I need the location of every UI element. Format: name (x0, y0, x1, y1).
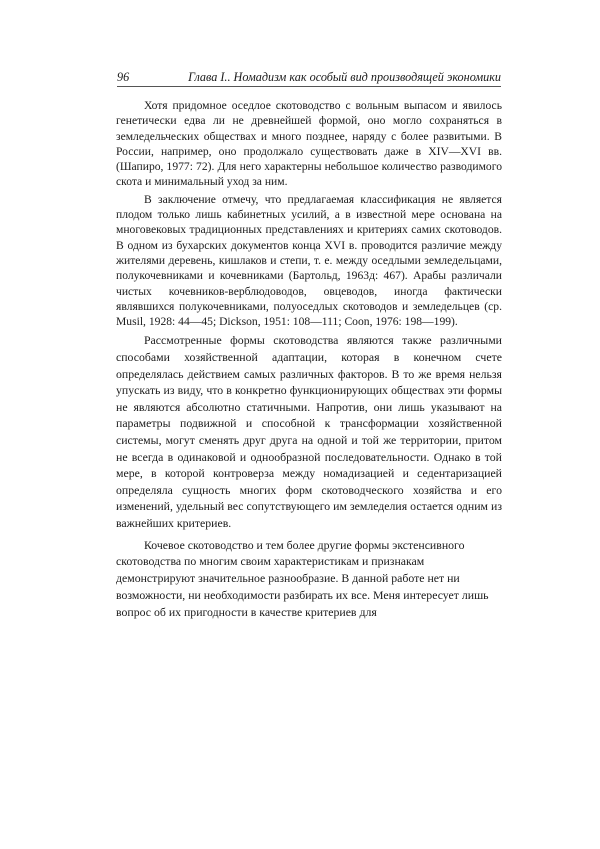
header-rule (117, 86, 501, 87)
paragraph-1: Хотя придомное оседлое скотоводство с вольным выпасом и явилось генетически едва ли не древнейшей формой, оно могло сохраняться в земледельческих обществах и много позднее, наряду с более развитыми. В России, например, оно продолжало существовать даже в XIV—XVI вв. (Шапиро, 1977: 72). Для него характерны небольшое количество разводимого скота и минимальный уход за ним. (116, 99, 502, 189)
page-body (116, 98, 502, 621)
page-number: 96 (117, 70, 130, 84)
paragraph-2: В заключение отмечу, что предлагаемая классификация не является плодом только лишь кабинетных усилий, а в известной мере основана на многовековых традиционных представлениях и критериях самих скотоводов. В одном из бухарских документов конца XVI в. проводится различие между жителями деревень, кишлаков и степи, т. е. между оседлыми земледельцами, полукочевниками и кочевниками (Бартольд, 1963д: 467). Арабы различали чистых кочевников-верблюдоводов, овцеводов, иногда фактически являвшихся полукочевниками, полуоседлых скотоводов и земледельцев (ср. Musil, 1928: 44—45; Dickson, 1951: 108—111; Coon, 1976: 198—199). (116, 192, 502, 329)
running-title: Глава I.. Номадизм как особый вид производящей экономики (188, 70, 501, 84)
paragraph-3: Рассмотренные формы скотоводства являются также различными способами хозяйственной адаптации, которая в конечном счете определялась действием самых различных факторов. В то же время нельзя упускать из виду, что в конкретно функционирующих обществах эти формы не являются абсолютно статичными. Напротив, они лишь указывают на параметры подвижной и способной к трансформации хозяйственной системы, могут сменять друг друга на одной и той же территории, притом не всегда в одинаковой и однообразной последовательности. Однако в той мере, в которой контроверза между номадизацией и седентаризацией определяла сущность многих форм скотоводческого хозяйства и его изменений, удельный вес сопутствующего им земледелия остается одним из важнейших критериев. (116, 333, 502, 530)
page-header (117, 69, 501, 85)
paragraph-4: Кочевое скотоводство и тем более другие формы экстенсивного скотоводства по многим своим характеристикам и признакам демонстрируют значительное разнообразие. В данной работе нет ни возможности, ни необходимости разбирать их все. Меня интересует лишь вопрос об их пригодности в качестве критериев для (116, 537, 489, 619)
